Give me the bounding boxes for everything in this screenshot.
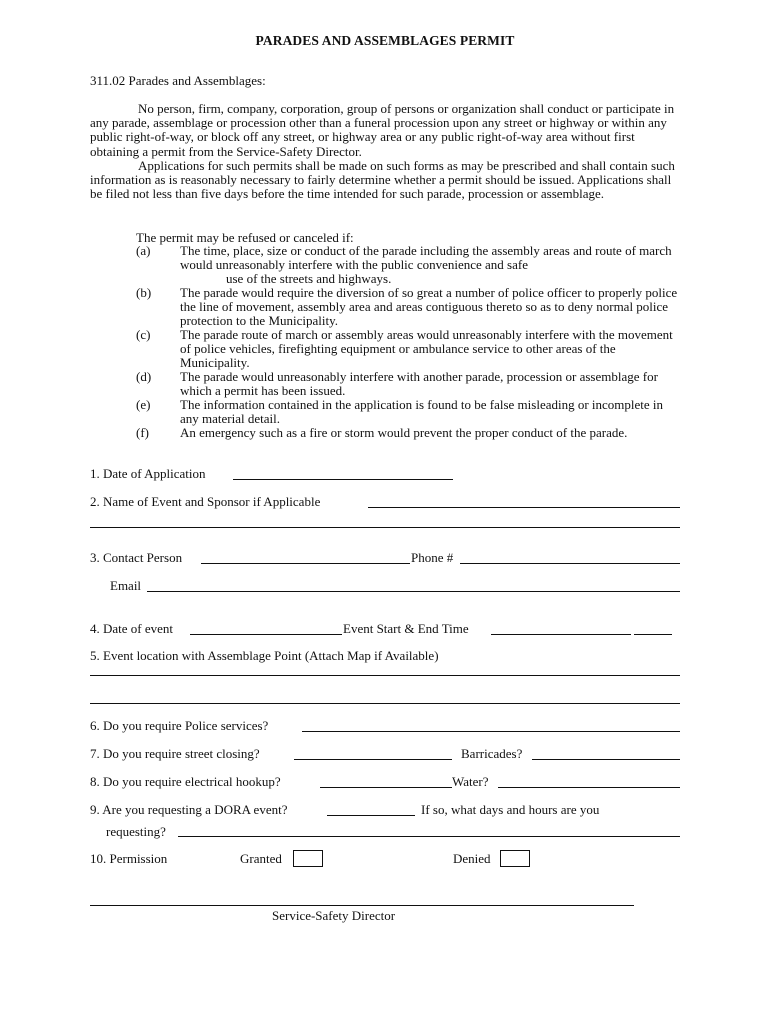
section-heading: 311.02 Parades and Assemblages: xyxy=(90,73,266,88)
page-title: PARADES AND ASSEMBLAGES PERMIT xyxy=(255,33,515,48)
requesting-field[interactable] xyxy=(178,836,680,837)
condition-text: The information contained in the application is found to be false misleading or incomplete in any material detail. xyxy=(180,397,664,426)
event-location-field-line2[interactable] xyxy=(90,703,680,704)
condition-label: (f) xyxy=(136,425,149,440)
signature-label: Service-Safety Director xyxy=(272,908,396,923)
paragraph-1-text: No person, firm, company, corporation, group of persons or organization shall conduct or participate in any parade, assemblage or procession other than a funeral procession upon any street or highway or within any public right-of-way, or block off any street, or highway area or any public right-of-way area without first obtaining a permit from the Service-Safety Director. xyxy=(90,101,675,159)
barricades-label: Barricades? xyxy=(461,746,523,761)
paragraph-2 xyxy=(90,159,682,202)
water-label: Water? xyxy=(452,774,489,789)
condition-text: The parade would unreasonably interfere with another parade, procession or assemblage for which a permit has been issued. xyxy=(180,369,658,398)
event-name-field-line2[interactable] xyxy=(90,527,680,528)
street-closing-field[interactable] xyxy=(294,759,452,760)
police-services-field[interactable] xyxy=(302,731,680,732)
date-of-event-label: 4. Date of event xyxy=(90,621,174,636)
granted-checkbox[interactable] xyxy=(293,850,323,867)
condition-text: The parade would require the diversion of so great a number of police officer to properly police the line of movement, assembly area and areas contiguous thereto so as to deny normal police protection to the Municipality. xyxy=(180,285,678,328)
permission-label: 10. Permission xyxy=(90,851,168,866)
condition-label: (a) xyxy=(136,243,151,258)
electrical-hookup-field[interactable] xyxy=(320,787,452,788)
event-location-label: 5. Event location with Assemblage Point (Attach Map if Available) xyxy=(90,648,439,663)
barricades-field[interactable] xyxy=(532,759,680,760)
granted-label: Granted xyxy=(240,851,282,866)
refusal-intro: The permit may be refused or canceled if: xyxy=(136,230,354,245)
signature-line[interactable] xyxy=(90,905,634,906)
requesting-label: requesting? xyxy=(106,824,166,839)
condition-label: (c) xyxy=(136,327,151,342)
contact-person-label: 3. Contact Person xyxy=(90,550,183,565)
dora-event-field[interactable] xyxy=(327,815,415,816)
date-of-event-field[interactable] xyxy=(190,634,342,635)
email-field[interactable] xyxy=(147,591,680,592)
event-time-field-end[interactable] xyxy=(634,634,672,635)
electrical-hookup-label: 8. Do you require electrical hookup? xyxy=(90,774,281,789)
event-name-label: 2. Name of Event and Sponsor if Applicable xyxy=(90,494,321,509)
denied-checkbox[interactable] xyxy=(500,850,530,867)
phone-field[interactable] xyxy=(460,563,680,564)
date-of-application-label: 1. Date of Application xyxy=(90,466,206,481)
dora-event-label: 9. Are you requesting a DORA event? xyxy=(90,802,288,817)
date-of-application-field[interactable] xyxy=(233,479,453,480)
paragraph-1 xyxy=(90,102,682,159)
event-location-field-line1[interactable] xyxy=(90,675,680,676)
condition-text: An emergency such as a fire or storm would prevent the proper conduct of the parade. xyxy=(180,425,628,440)
phone-label: Phone # xyxy=(411,550,454,565)
event-time-field[interactable] xyxy=(491,634,631,635)
paragraph-2-text: Applications for such permits shall be made on such forms as may be prescribed and shall contain such information as is reasonably necessary to fairly determine whether a permit should be issued. Applications shall be filed not less than five days before the time intended for such parade, procession or assemblage. xyxy=(90,158,675,202)
condition-label: (d) xyxy=(136,369,152,384)
event-time-label: Event Start & End Time xyxy=(343,621,469,636)
water-field[interactable] xyxy=(498,787,680,788)
event-name-field[interactable] xyxy=(368,507,680,508)
email-label: Email xyxy=(110,578,142,593)
condition-text: The parade route of march or assembly areas would unreasonably interfere with the movement of police vehicles, firefighting equipment or ambulance service to other areas of the Municipality. xyxy=(180,327,673,370)
condition-text-cont: use of the streets and highways. xyxy=(226,271,392,286)
police-services-label: 6. Do you require Police services? xyxy=(90,718,269,733)
denied-label: Denied xyxy=(453,851,491,866)
condition-label: (b) xyxy=(136,285,152,300)
contact-person-field[interactable] xyxy=(201,563,410,564)
street-closing-label: 7. Do you require street closing? xyxy=(90,746,260,761)
condition-label: (e) xyxy=(136,397,151,412)
dora-days-hours-label: If so, what days and hours are you xyxy=(421,802,600,817)
condition-text: The time, place, size or conduct of the parade including the assembly areas and route of march would unreasonably interfere with the public convenience and safe xyxy=(180,243,672,272)
